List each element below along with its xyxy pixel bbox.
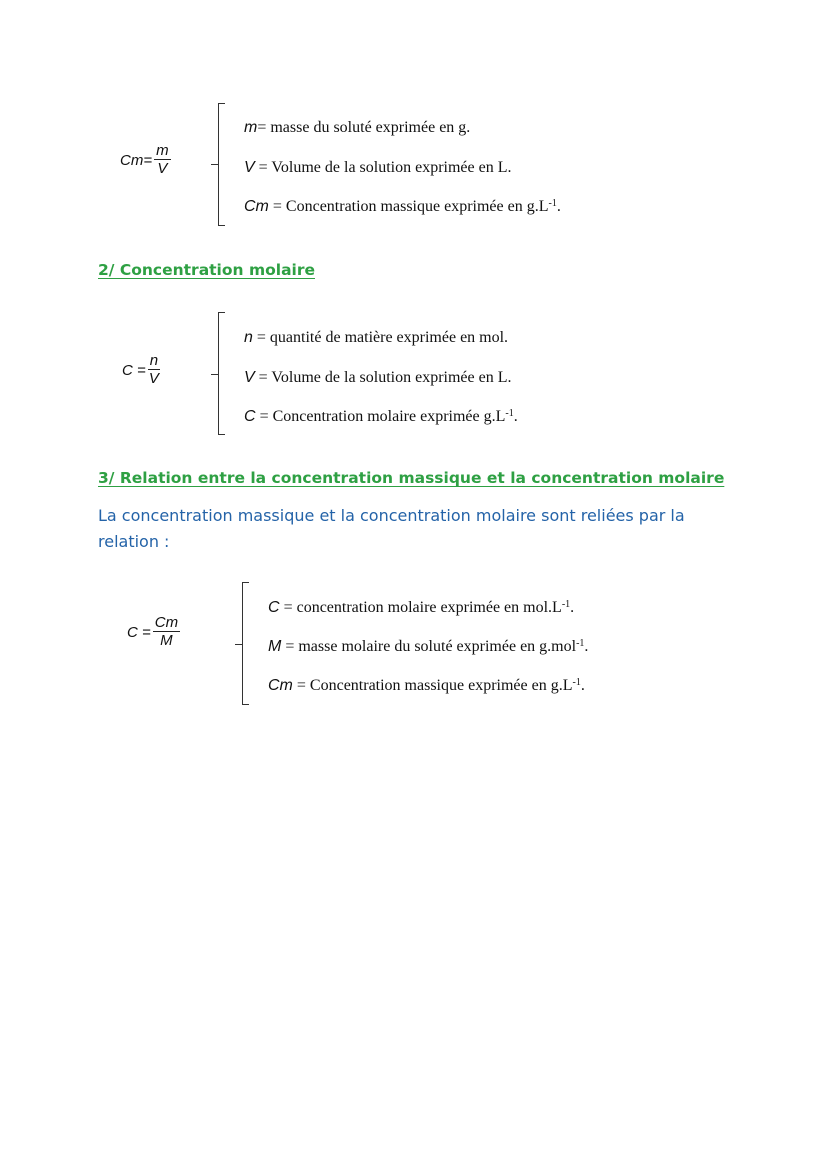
definition-symbol: C <box>244 408 256 425</box>
definition-line <box>268 599 574 617</box>
fraction-denominator: V <box>157 160 168 177</box>
exponent: -1 <box>576 638 585 649</box>
definition-text: = Concentration massique exprimée en g.L <box>292 677 573 694</box>
section-heading-relation: 3/ Relation entre la concentration massique et la concentration molaire <box>98 469 725 487</box>
section-heading-molar-concentration: 2/ Concentration molaire <box>98 261 315 279</box>
definition-symbol: V <box>244 159 255 176</box>
exponent: -1 <box>548 198 557 209</box>
definition-symbol: m <box>244 119 258 136</box>
definition-line <box>244 329 508 347</box>
definition-symbol: M <box>268 638 282 655</box>
definition-end: . <box>513 408 518 425</box>
formula-lhs: C = <box>127 623 151 641</box>
definition-text: = Volume de la solution exprimée en L. <box>254 159 512 176</box>
fraction-denominator: M <box>160 632 173 649</box>
definition-text: = masse du soluté exprimée en g. <box>257 119 471 136</box>
definition-line <box>244 159 512 177</box>
definition-text: = Concentration massique exprimée en g.L <box>268 198 549 215</box>
formula-lhs: Cm= <box>120 151 153 169</box>
fraction <box>153 615 180 649</box>
definition-end: . <box>556 198 561 215</box>
curly-brace <box>218 312 229 435</box>
definition-line <box>244 198 561 216</box>
definition-line <box>268 677 585 695</box>
exponent: -1 <box>572 677 581 688</box>
definition-end: . <box>580 677 585 694</box>
definition-symbol: n <box>244 329 253 346</box>
definition-text: = Concentration molaire exprimée g.L <box>255 408 506 425</box>
definition-line <box>244 408 518 426</box>
fraction <box>148 353 160 387</box>
definition-text: = quantité de matière exprimée en mol. <box>252 329 509 346</box>
exponent: -1 <box>505 408 514 419</box>
formula-relation <box>127 615 180 649</box>
definition-end: . <box>584 638 589 655</box>
definition-text: = masse molaire du soluté exprimée en g.mol <box>281 638 577 655</box>
fraction-numerator: Cm <box>154 614 179 631</box>
fraction-denominator: V <box>148 370 159 387</box>
definition-end: . <box>570 599 575 616</box>
relation-paragraph: La concentration massique et la concentration molaire sont reliées par la relation : <box>98 506 685 551</box>
definition-symbol: Cm <box>268 677 293 694</box>
definition-symbol: C <box>268 599 280 616</box>
fraction-numerator: m <box>156 142 169 159</box>
definition-text: = concentration molaire exprimée en mol.L <box>279 599 562 616</box>
formula-molar-concentration <box>122 353 160 387</box>
definition-line <box>244 369 512 387</box>
definition-symbol: Cm <box>244 198 269 215</box>
definition-text: = Volume de la solution exprimée en L. <box>254 369 512 386</box>
curly-brace <box>242 582 253 705</box>
fraction-numerator: n <box>149 352 159 369</box>
formula-lhs: C = <box>122 361 146 379</box>
fraction <box>154 143 171 177</box>
definition-line <box>244 119 470 137</box>
formula-mass-concentration <box>120 143 171 177</box>
definition-line <box>268 638 588 656</box>
curly-brace <box>218 103 229 226</box>
exponent: -1 <box>561 599 571 610</box>
definition-symbol: V <box>244 369 255 386</box>
